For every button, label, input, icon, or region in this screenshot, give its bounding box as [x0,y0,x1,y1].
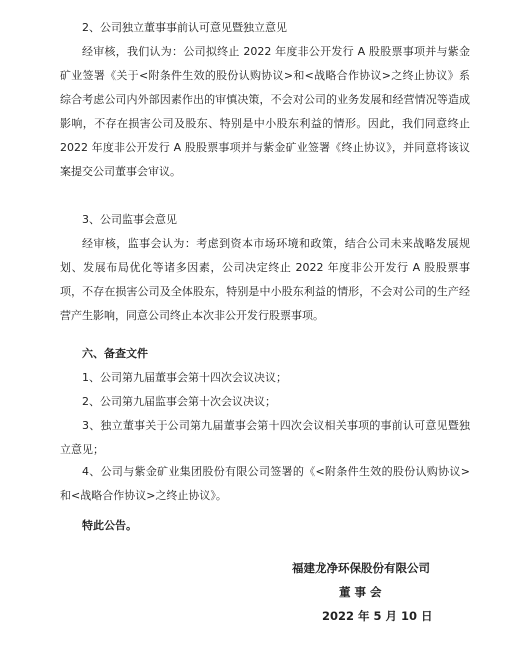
doc-item-4: 4、公司与紫金矿业集团股份有限公司签署的《<附条件生效的股份认购协议>和<战略合作协议>之终止协议》。 [60,465,470,502]
company-name: 福建龙净环保股份有限公司 [292,561,430,575]
doc-item-2: 2、公司第九届监事会第十次会议决议； [82,395,276,408]
doc-item-1: 1、公司第九届董事会第十四次会议决议； [82,371,287,384]
doc-item-3: 3、独立董事关于公司第九届董事会第十四次会议相关事项的事前认可意见暨独立意见； [60,419,470,456]
section-3-heading: 3、公司监事会意见 [82,213,177,226]
section-3-body: 经审核，监事会认为：考虑到资本市场环境和政策，结合公司未来战略发展规划、发展布局优化等诸多因素，公司决定终止 2022 年度非公开发行 A 股股票事项，不存在损害公司及全体股东，特别是中小股东利益的情形，不会对公司的生产经营产生影响，同意公司终止本次非公开发行股票事项。 [60,237,470,322]
board-name: 董 事 会 [339,585,382,599]
section-2-heading: 2、公司独立董事事前认可意见暨独立意见 [82,21,287,34]
section-2-body: 经审核，我们认为：公司拟终止 2022 年度非公开发行 A 股股票事项并与紫金矿业签署《关于<附条件生效的股份认购协议>和<战略合作协议>之终止协议》系综合考虑公司内外部因素作出的审慎决策，不会对公司的业务发展和经营情况等造成影响，不存在损害公司及股东、特别是中小股东利益的情形。因此，我们同意终止 2022 年度非公开发行 A 股股票事项并与紫金矿业签署《终止协议》，并同意将该议案提交公司董事会审议。 [60,45,470,178]
section-6-heading: 六、备查文件 [82,347,148,360]
announcement-date: 2022 年 5 月 10 日 [322,609,433,623]
notice-text: 特此公告。 [82,519,137,532]
